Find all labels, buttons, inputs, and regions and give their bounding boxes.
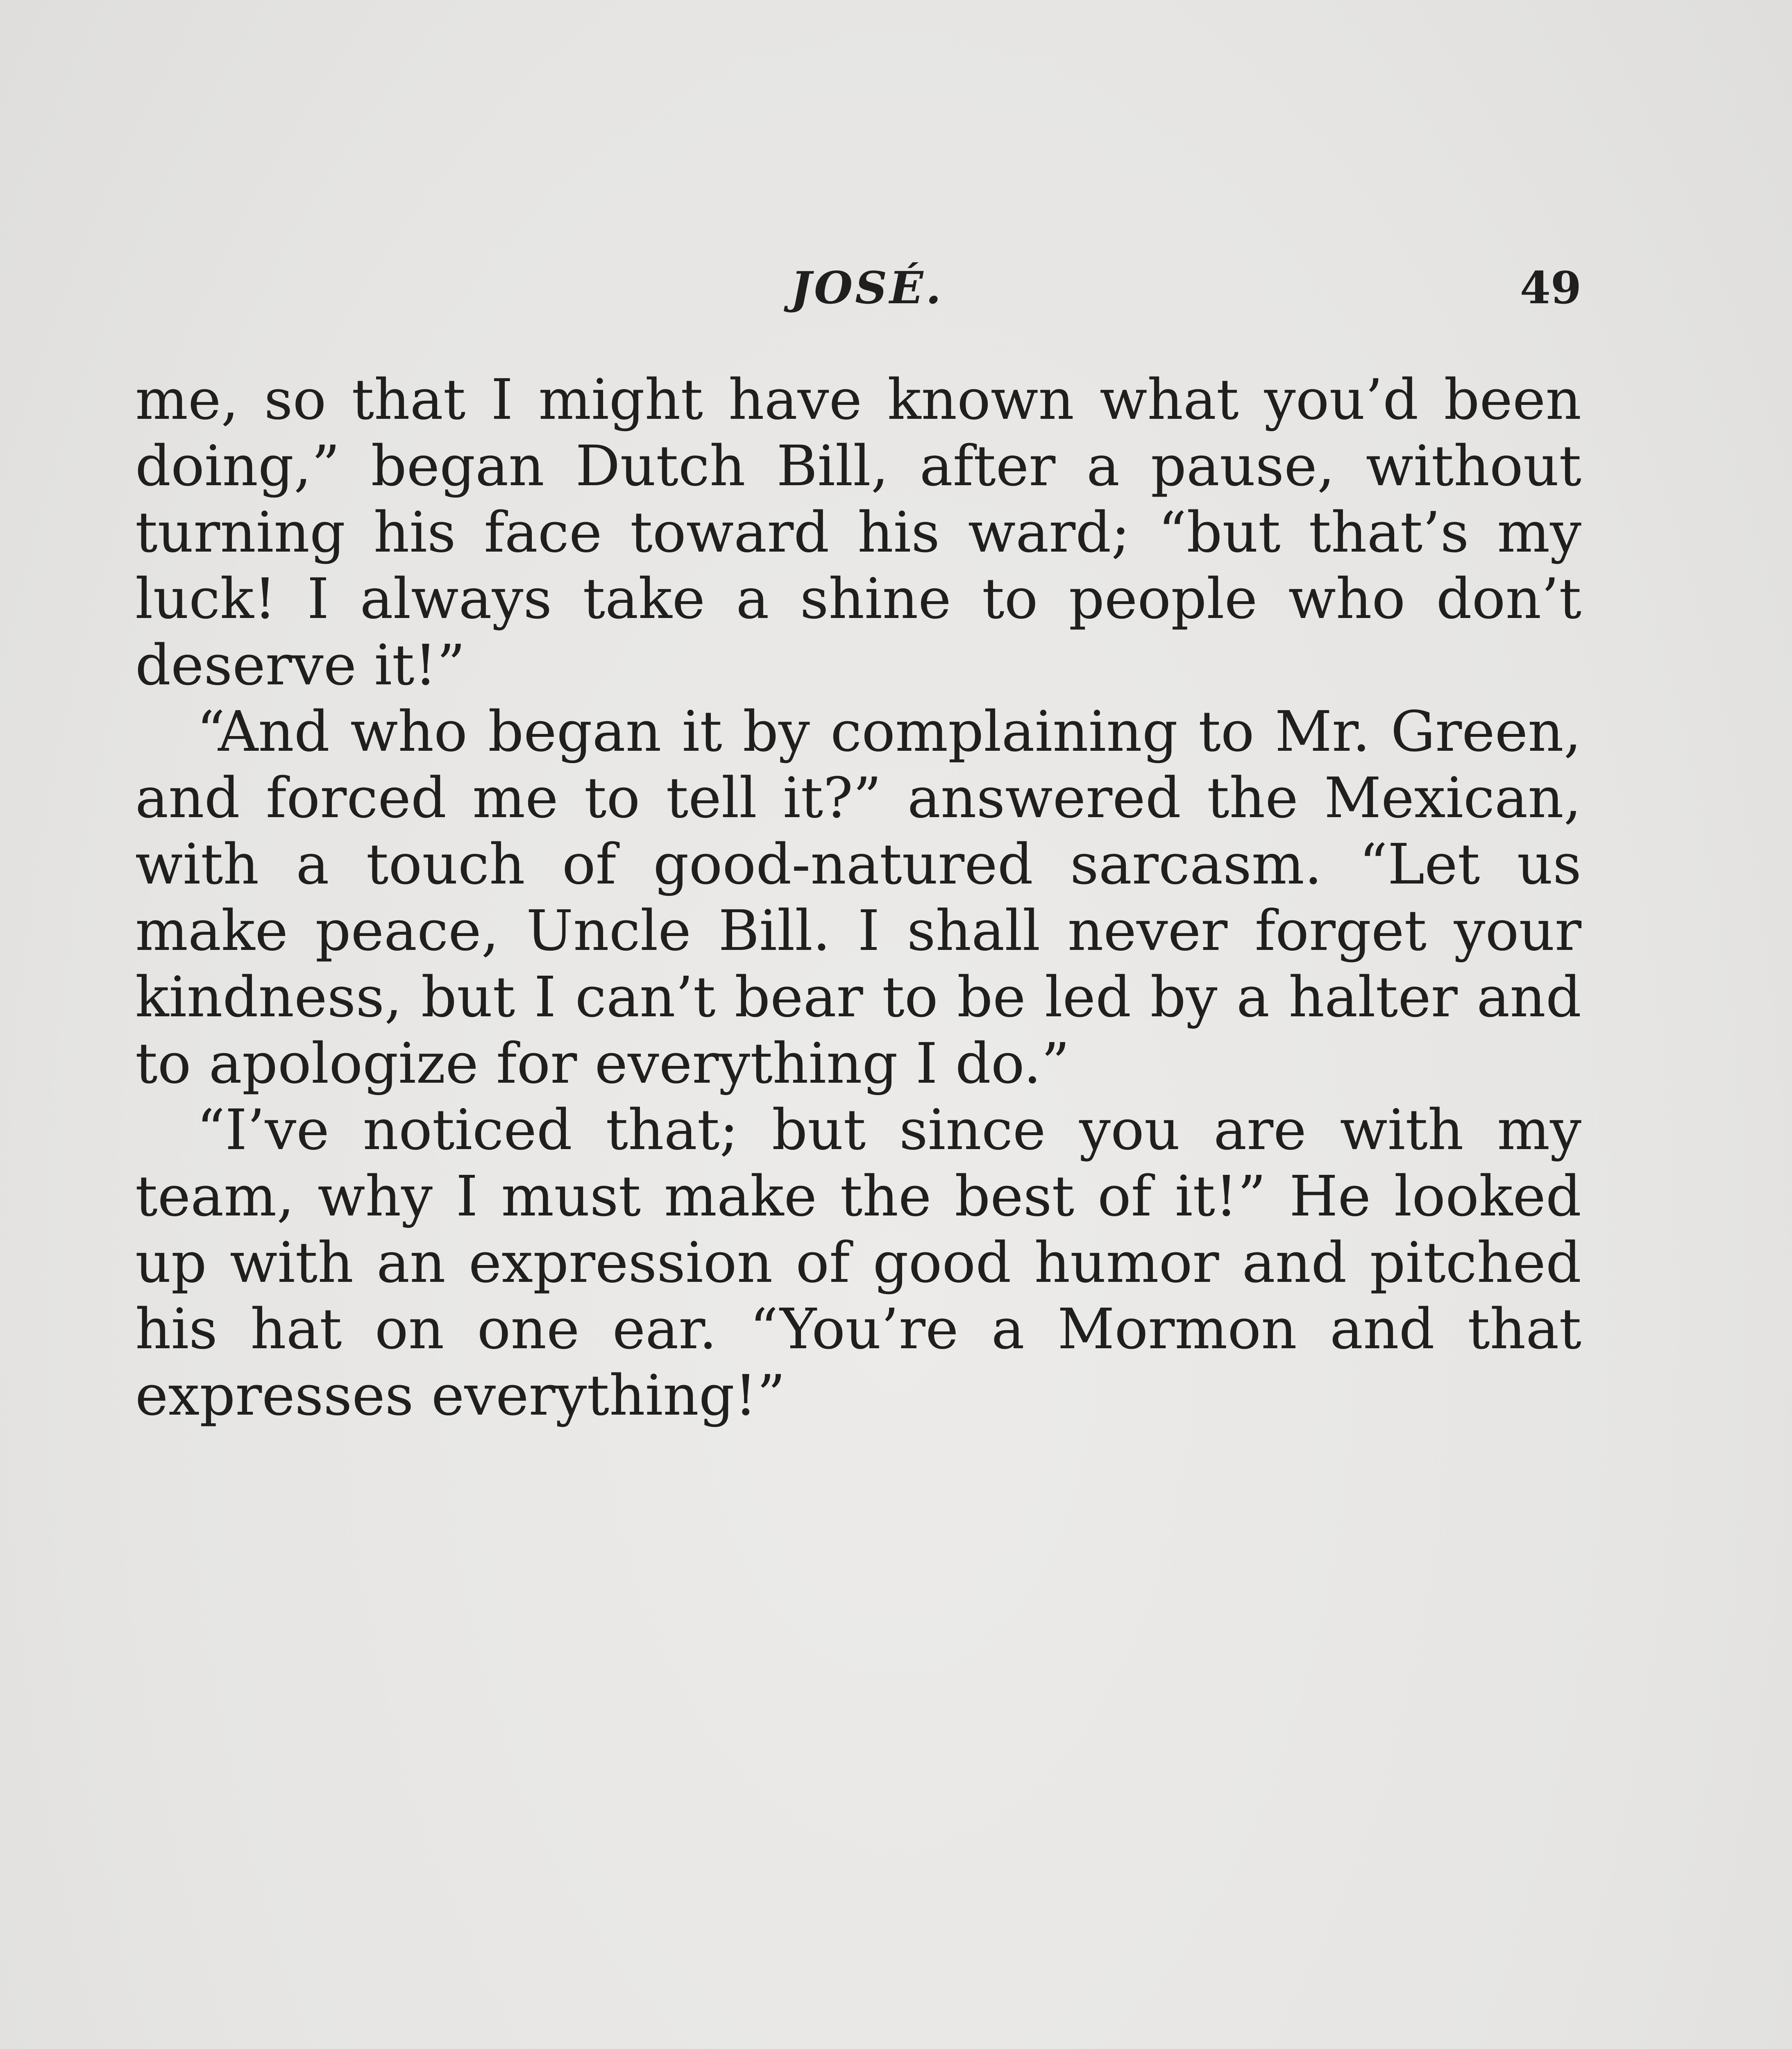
paragraph: “I’ve noticed that; but since you are with my team, why I must make the best of it!” He looked up with an expression of good humor and pitched his hat on one ear. “You’re a Mormon and that expresses everything!”	[135, 1098, 1581, 1428]
paragraph: “And who began it by complaining to Mr. Green, and forced me to tell it?” answered the Mexican, with a touch of good-natured sarcasm. “Let us make peace, Uncle Bill. I shall never forget your kindness, but I can’t bear to be led by a halter and to apologize for everything I do.”	[135, 700, 1581, 1096]
body-text	[135, 367, 1581, 1429]
running-title: JOSÉ.	[791, 262, 944, 314]
page-number: 49	[1520, 262, 1581, 314]
running-head	[135, 262, 1581, 328]
paragraph-continued: me, so that I might have known what you’d been doing,” began Dutch Bill, after a pause, without turning his face toward his ward; “but that’s my luck! I always take a shine to people who don’t deserve it!”	[135, 368, 1581, 698]
